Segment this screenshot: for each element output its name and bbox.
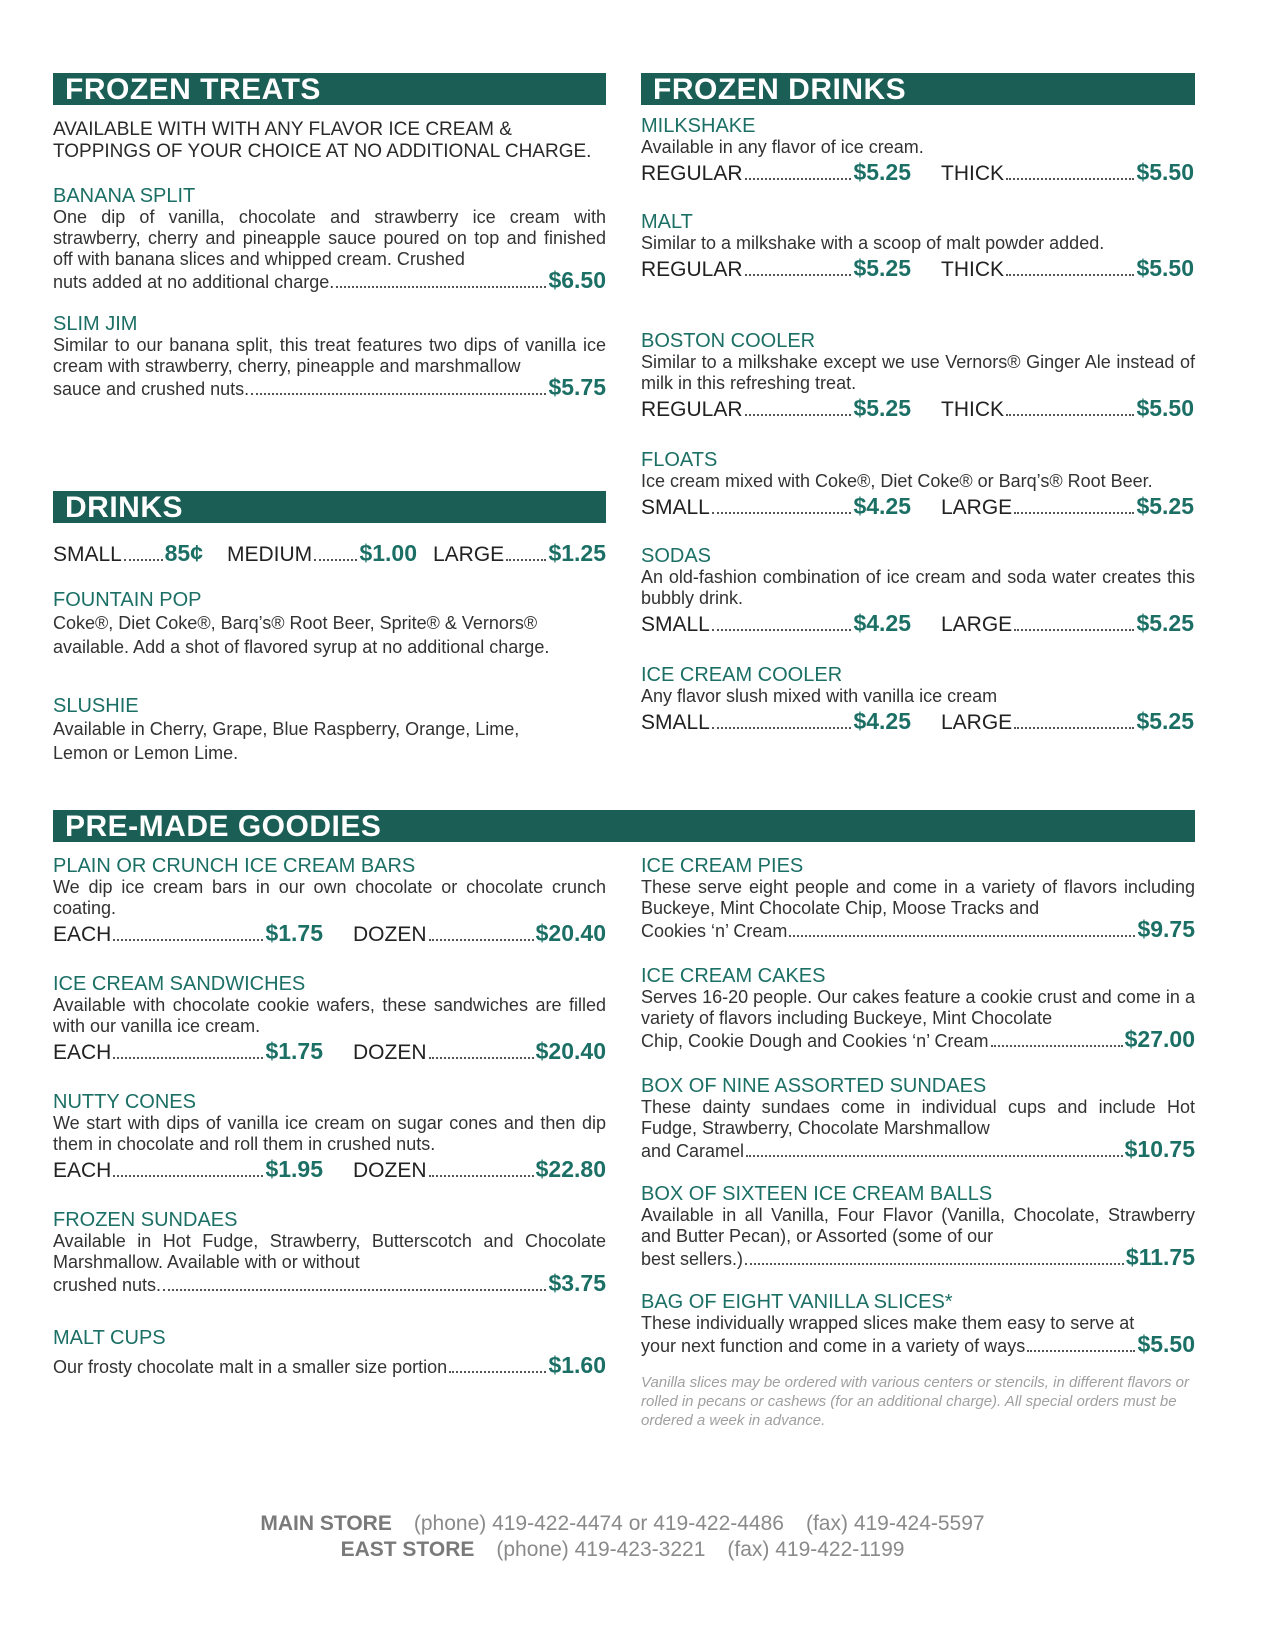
size-price: $22.80 <box>535 1156 606 1182</box>
dot-leader <box>336 286 546 288</box>
item-description: These serve eight people and come in a variety of flavors including Buckeye, Mint Chocolate Chip, Moose Tracks and <box>641 877 1195 918</box>
size-price: $1.00 <box>359 540 417 566</box>
dot-leader <box>1027 1350 1135 1352</box>
dot-leader <box>251 393 546 395</box>
item-description: Our frosty chocolate malt in a smaller size portion <box>53 1357 448 1377</box>
dot-leader <box>1014 629 1134 631</box>
malt-cups-item <box>53 1327 606 1378</box>
item-name: NUTTY CONES <box>53 1091 196 1113</box>
size-price: $20.40 <box>535 920 606 946</box>
item-price: $9.75 <box>1137 916 1195 942</box>
menu-item <box>53 855 606 947</box>
item-name: BAG OF EIGHT VANILLA SLICES* <box>641 1291 953 1313</box>
dot-leader <box>1006 178 1134 180</box>
size-price: $1.95 <box>265 1156 323 1182</box>
item-name: ICE CREAM CAKES <box>641 965 826 987</box>
item-description-end: crushed nuts. <box>53 1275 162 1295</box>
size-label: LARGE <box>941 496 1013 519</box>
drinks-heading: DRINKS <box>53 491 606 523</box>
item-name: BANANA SPLIT <box>53 185 196 207</box>
frozen-drinks-heading: FROZEN DRINKS <box>641 73 1195 105</box>
item-price: $27.00 <box>1124 1026 1195 1052</box>
item-description: An old-fashion combination of ice cream and soda water creates this bubbly drink. <box>641 567 1195 608</box>
dot-leader <box>789 935 1135 937</box>
item-name: SLIM JIM <box>53 313 138 335</box>
item-name: BOSTON COOLER <box>641 330 816 352</box>
menu-item <box>641 449 1195 520</box>
dot-leader <box>1014 727 1134 729</box>
item-description-end: sauce and crushed nuts. <box>53 379 250 399</box>
size-label: EACH <box>53 923 112 946</box>
dot-leader <box>745 274 852 276</box>
size-price-row <box>641 158 1195 186</box>
size-price: $5.25 <box>853 395 911 421</box>
dot-leader <box>712 727 852 729</box>
size-label: LARGE <box>941 711 1013 734</box>
frozen-drinks-section <box>641 73 1195 733</box>
item-description: Similar to a milkshake except we use Vernors® Ginger Ale instead of milk in this refreshing treat. <box>641 352 1195 393</box>
footer-main-store <box>0 1512 1275 1536</box>
dot-leader <box>745 1263 1124 1265</box>
menu-item <box>641 855 1195 942</box>
item-description: Available with chocolate cookie wafers, these sandwiches are filled with our vanilla ice cream. <box>53 995 606 1036</box>
item-name: ICE CREAM COOLER <box>641 664 843 686</box>
item-description-end: nuts added at no additional charge. <box>53 272 335 292</box>
size-price: $20.40 <box>535 1038 606 1064</box>
size-label: SMALL <box>641 613 710 636</box>
size-price: $1.75 <box>265 1038 323 1064</box>
footer-east-store <box>0 1538 1275 1562</box>
size-label: THICK <box>941 398 1004 421</box>
slim-jim-item <box>53 313 606 400</box>
size-label: DOZEN <box>353 1159 427 1182</box>
size-label: EACH <box>53 1041 112 1064</box>
main-store-label: MAIN STORE <box>260 1512 392 1535</box>
premade-goodies-heading: PRE-MADE GOODIES <box>53 810 1195 842</box>
menu-item <box>641 211 1195 282</box>
dot-leader <box>429 1175 534 1177</box>
item-name: SODAS <box>641 545 712 567</box>
fountain-pop-item <box>53 589 606 659</box>
size-label: REGULAR <box>641 398 743 421</box>
item-name: ICE CREAM PIES <box>641 855 804 877</box>
size-label: EACH <box>53 1159 112 1182</box>
dot-leader <box>429 1057 534 1059</box>
item-description-end: your next function and come in a variety of ways <box>641 1336 1026 1356</box>
dot-leader <box>124 559 163 561</box>
size-price: $4.25 <box>853 493 911 519</box>
size-label: DOZEN <box>353 923 427 946</box>
size-price-row <box>641 492 1195 520</box>
dot-leader <box>506 559 546 561</box>
size-price: $5.25 <box>1136 493 1194 519</box>
main-store-phone: (phone) 419-422-4474 or 419-422-4486 <box>413 1512 784 1535</box>
size-label: DOZEN <box>353 1041 427 1064</box>
dot-leader <box>712 629 852 631</box>
item-description-end: Chip, Cookie Dough and Cookies ‘n’ Cream <box>641 1031 989 1051</box>
item-price: $5.50 <box>1137 1331 1195 1357</box>
size-price: $5.50 <box>1136 255 1194 281</box>
size-price: $5.25 <box>1136 708 1194 734</box>
dot-leader <box>1006 414 1134 416</box>
east-store-label: EAST STORE <box>340 1538 475 1561</box>
item-name: FLOATS <box>641 449 718 471</box>
size-price-row <box>641 707 1195 735</box>
size-label: LARGE <box>941 613 1013 636</box>
item-name: FOUNTAIN POP <box>53 589 202 611</box>
dot-leader <box>449 1371 546 1373</box>
vanilla-slices-note: Vanilla slices may be ordered with various centers or stencils, in different flavors or rolled in pecans or cashews (for an additional charge). All special orders must be ordered a week in advance. <box>641 1374 1190 1429</box>
size-label: REGULAR <box>641 162 743 185</box>
dot-leader <box>113 1175 263 1177</box>
menu-item <box>641 965 1195 1052</box>
size-label: THICK <box>941 258 1004 281</box>
dot-leader <box>745 178 852 180</box>
item-name: BOX OF SIXTEEN ICE CREAM BALLS <box>641 1183 993 1205</box>
size-label: SMALL <box>641 711 710 734</box>
item-price: $11.75 <box>1125 1244 1195 1270</box>
item-description: One dip of vanilla, chocolate and strawberry ice cream with strawberry, cherry and pineapple sauce poured on top and finished off with banana slices and whipped cream. Crushed <box>53 207 606 269</box>
east-store-phone: (phone) 419-423-3221 <box>496 1538 706 1561</box>
size-price: $5.25 <box>1136 610 1194 636</box>
item-description-end: best sellers.) <box>641 1249 744 1269</box>
item-name: MILKSHAKE <box>641 115 756 137</box>
menu-item <box>641 1075 1195 1162</box>
east-store-fax: (fax) 419-422-1199 <box>727 1538 905 1561</box>
frozen-treats-section <box>53 73 606 403</box>
item-description: Available in Hot Fudge, Strawberry, Butterscotch and Chocolate Marshmallow. Available with or without <box>53 1231 606 1272</box>
item-description: Similar to a milkshake with a scoop of malt powder added. <box>641 233 1105 253</box>
premade-right-column <box>641 855 1195 1435</box>
size-price-row <box>641 609 1195 637</box>
size-price-row <box>53 1037 606 1065</box>
main-store-fax: (fax) 419-424-5597 <box>805 1512 985 1535</box>
size-price-row <box>641 254 1195 282</box>
size-price: $5.25 <box>853 255 911 281</box>
menu-item <box>641 1291 1195 1357</box>
size-price: $5.50 <box>1136 395 1194 421</box>
dot-leader <box>991 1045 1123 1047</box>
item-price: $6.50 <box>548 267 606 293</box>
drinks-section <box>53 491 606 781</box>
item-name: BOX OF NINE ASSORTED SUNDAES <box>641 1075 987 1097</box>
item-description-end: Cookies ‘n’ Cream <box>641 921 788 941</box>
dot-leader <box>113 939 263 941</box>
dot-leader <box>429 939 534 941</box>
menu-item <box>53 973 606 1065</box>
item-price: $5.75 <box>548 374 606 400</box>
size-label: THICK <box>941 162 1004 185</box>
size-price-row <box>53 1155 606 1183</box>
menu-item <box>641 1183 1195 1270</box>
size-label: LARGE <box>433 543 505 566</box>
frozen-treats-heading: FROZEN TREATS <box>53 73 606 105</box>
size-label: SMALL <box>53 543 122 566</box>
frozen-treats-intro: AVAILABLE WITH WITH ANY FLAVOR ICE CREAM & TOPPINGS OF YOUR CHOICE AT NO ADDITIONAL CHARGE. <box>53 119 592 162</box>
size-price: $1.75 <box>265 920 323 946</box>
dot-leader <box>1014 512 1134 514</box>
dot-leader <box>314 559 357 561</box>
drink-size-prices <box>53 539 606 567</box>
size-price-row <box>53 919 606 947</box>
item-description: Available in Cherry, Grape, Blue Raspberry, Orange, Lime, Lemon or Lemon Lime. <box>53 719 520 763</box>
item-name: ICE CREAM SANDWICHES <box>53 973 306 995</box>
size-label: REGULAR <box>641 258 743 281</box>
item-description: We start with dips of vanilla ice cream on sugar cones and then dip them in chocolate and roll them in crushed nuts. <box>53 1113 606 1154</box>
item-price: $1.60 <box>548 1352 606 1378</box>
item-name: PLAIN OR CRUNCH ICE CREAM BARS <box>53 855 416 877</box>
item-description: These individually wrapped slices make them easy to serve at <box>641 1313 1135 1333</box>
item-price: $10.75 <box>1124 1136 1195 1162</box>
dot-leader <box>163 1289 546 1291</box>
size-label: SMALL <box>641 496 710 519</box>
item-description: Serves 16-20 people. Our cakes feature a cookie crust and come in a variety of flavors including Buckeye, Mint Chocolate <box>641 987 1195 1028</box>
item-description: Any flavor slush mixed with vanilla ice cream <box>641 686 998 706</box>
banana-split-item <box>53 185 606 293</box>
slushie-item <box>53 695 566 765</box>
item-description: These dainty sundaes come in individual cups and include Hot Fudge, Strawberry, Chocolate Marshmallow <box>641 1097 1195 1138</box>
menu-item <box>641 115 1195 186</box>
item-description: Similar to our banana split, this treat features two dips of vanilla ice cream with strawberry, cherry, pineapple and marshmallow <box>53 335 606 376</box>
item-description: Ice cream mixed with Coke®, Diet Coke® or Barq’s® Root Beer. <box>641 471 1153 491</box>
size-price: $5.25 <box>853 159 911 185</box>
size-price-row <box>641 394 1195 422</box>
menu-item <box>641 664 1195 735</box>
premade-left-column <box>53 855 606 1395</box>
size-price: $1.25 <box>548 540 606 566</box>
menu-item <box>641 330 1195 422</box>
item-name: FROZEN SUNDAES <box>53 1209 238 1231</box>
item-description-end: and Caramel <box>641 1141 745 1161</box>
item-name: MALT CUPS <box>53 1327 166 1349</box>
item-description: Available in all Vanilla, Four Flavor (Vanilla, Chocolate, Strawberry and Butter Pecan), or Assorted (some of our <box>641 1205 1195 1246</box>
item-price: $3.75 <box>548 1270 606 1296</box>
item-name: SLUSHIE <box>53 695 139 717</box>
menu-item <box>53 1091 606 1183</box>
size-price: 85¢ <box>164 540 203 566</box>
size-label: MEDIUM <box>227 543 313 566</box>
item-description: Available in any flavor of ice cream. <box>641 137 924 157</box>
size-price: $5.50 <box>1136 159 1194 185</box>
frozen-sundaes-item <box>53 1209 606 1296</box>
item-description: Coke®, Diet Coke®, Barq’s® Root Beer, Sprite® & Vernors® available. Add a shot of flavored syrup at no additional charge. <box>53 613 550 657</box>
premade-goodies-heading-bar <box>53 810 1195 842</box>
item-description: We dip ice cream bars in our own chocolate or chocolate crunch coating. <box>53 877 606 918</box>
dot-leader <box>746 1155 1123 1157</box>
item-name: MALT <box>641 211 693 233</box>
dot-leader <box>113 1057 263 1059</box>
size-price: $4.25 <box>853 708 911 734</box>
dot-leader <box>712 512 852 514</box>
dot-leader <box>745 414 852 416</box>
dot-leader <box>1006 274 1134 276</box>
size-price: $4.25 <box>853 610 911 636</box>
menu-item <box>641 545 1195 637</box>
